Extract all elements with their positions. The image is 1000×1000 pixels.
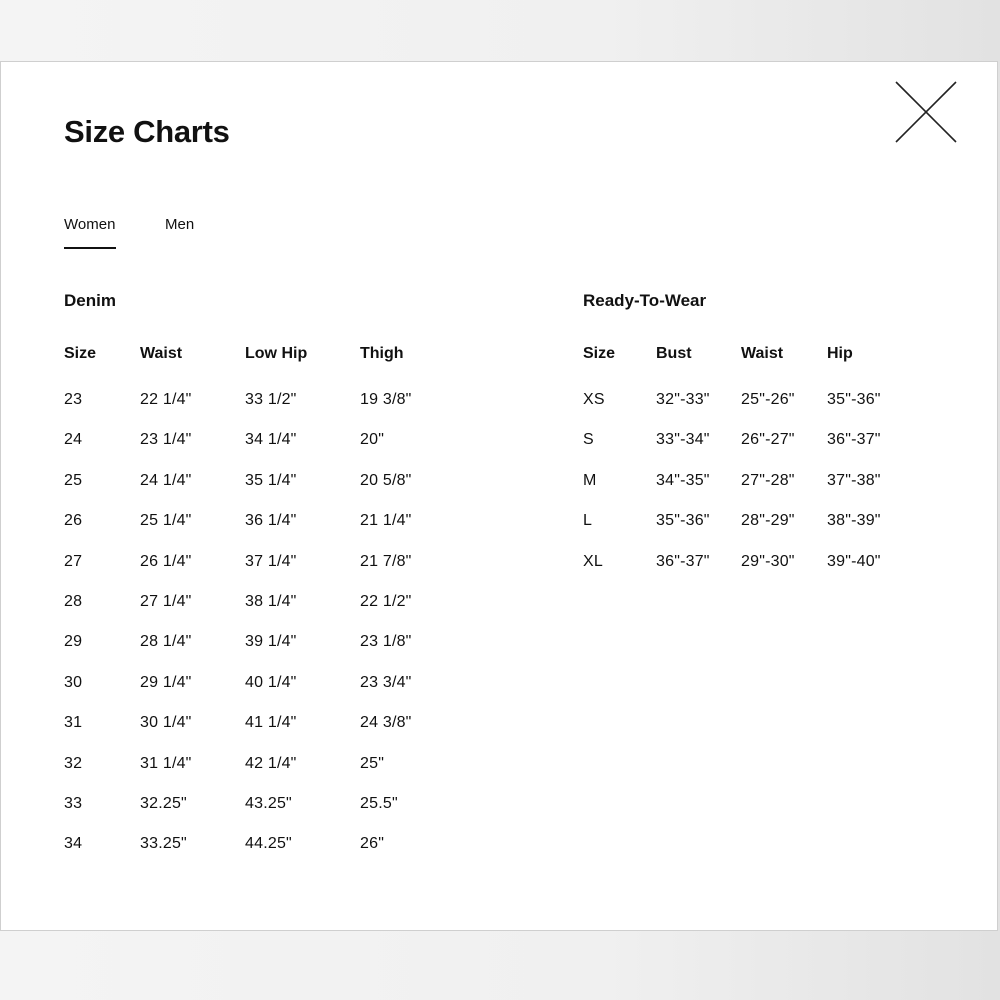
rtw-table-cell: 28"-29" — [741, 512, 795, 529]
rtw-table-cell: 39"-40" — [827, 553, 881, 570]
denim-table-cell: 24 — [64, 431, 83, 448]
rtw-table-cell: 33"-34" — [656, 431, 710, 448]
denim-table-cell: 31 — [64, 714, 83, 731]
denim-table-cell: 23 — [64, 391, 83, 408]
denim-table-cell: 36 1/4" — [245, 512, 297, 529]
denim-table-cell: 23 3/4" — [360, 674, 412, 691]
rtw-table-cell: 35"-36" — [656, 512, 710, 529]
denim-table-cell: 44.25" — [245, 835, 292, 852]
denim-table-cell: 27 1/4" — [140, 593, 192, 610]
denim-table-cell: 26 1/4" — [140, 553, 192, 570]
denim-table-cell: 40 1/4" — [245, 674, 297, 691]
tab-women[interactable]: Women — [64, 216, 116, 233]
rtw-table-cell: 29"-30" — [741, 553, 795, 570]
denim-table-cell: 19 3/8" — [360, 391, 412, 408]
denim-table-cell: 25.5" — [360, 795, 398, 812]
denim-table-cell: 42 1/4" — [245, 755, 297, 772]
rtw-table-cell: XS — [583, 391, 605, 408]
denim-table-cell: 22 1/2" — [360, 593, 412, 610]
denim-table-cell: 23 1/4" — [140, 431, 192, 448]
denim-table-cell: 33 1/2" — [245, 391, 297, 408]
rtw-table-cell: 38"-39" — [827, 512, 881, 529]
denim-table-cell: 25 1/4" — [140, 512, 192, 529]
denim-table-cell: 25 — [64, 472, 83, 489]
rtw-header-hip: Hip — [827, 345, 853, 362]
rtw-table-cell: 36"-37" — [827, 431, 881, 448]
denim-table-cell: 21 7/8" — [360, 553, 412, 570]
denim-table-cell: 26 — [64, 512, 83, 529]
denim-table-cell: 32 — [64, 755, 83, 772]
rtw-table-cell: 36"-37" — [656, 553, 710, 570]
denim-table-cell: 23 1/8" — [360, 633, 412, 650]
denim-table-cell: 32.25" — [140, 795, 187, 812]
rtw-table-cell: L — [583, 512, 593, 529]
denim-table-cell: 20" — [360, 431, 385, 448]
denim-table-cell: 38 1/4" — [245, 593, 297, 610]
modal-title: Size Charts — [64, 114, 230, 149]
denim-table-cell: 33 — [64, 795, 83, 812]
rtw-header-bust: Bust — [656, 345, 692, 362]
denim-table-cell: 30 1/4" — [140, 714, 192, 731]
denim-table-cell: 26" — [360, 835, 385, 852]
close-button[interactable] — [893, 79, 959, 145]
rtw-header-waist: Waist — [741, 345, 784, 362]
denim-section-title: Denim — [64, 291, 116, 310]
rtw-table-cell: 32"-33" — [656, 391, 710, 408]
denim-header-low-hip: Low Hip — [245, 345, 308, 362]
denim-table-cell: 28 — [64, 593, 83, 610]
rtw-table-cell: 34"-35" — [656, 472, 710, 489]
rtw-table-cell: 26"-27" — [741, 431, 795, 448]
denim-table-cell: 34 1/4" — [245, 431, 297, 448]
denim-table-cell: 43.25" — [245, 795, 292, 812]
denim-table-cell: 24 3/8" — [360, 714, 412, 731]
rtw-section-title: Ready-To-Wear — [583, 291, 707, 310]
denim-table-cell: 34 — [64, 835, 83, 852]
denim-table-cell: 27 — [64, 553, 83, 570]
denim-table-cell: 41 1/4" — [245, 714, 297, 731]
rtw-table-cell: 25"-26" — [741, 391, 795, 408]
denim-table-cell: 25" — [360, 755, 385, 772]
denim-table-cell: 29 1/4" — [140, 674, 192, 691]
rtw-table-cell: 27"-28" — [741, 472, 795, 489]
close-x-icon — [893, 79, 959, 145]
active-tab-indicator — [64, 247, 116, 249]
rtw-table-cell: 35"-36" — [827, 391, 881, 408]
denim-table-cell: 29 — [64, 633, 83, 650]
rtw-table-cell: 37"-38" — [827, 472, 881, 489]
denim-header-thigh: Thigh — [360, 345, 404, 362]
denim-table-cell: 28 1/4" — [140, 633, 192, 650]
rtw-table-cell: M — [583, 472, 597, 489]
denim-table-cell: 24 1/4" — [140, 472, 192, 489]
denim-header-size: Size — [64, 345, 97, 362]
denim-table-cell: 22 1/4" — [140, 391, 192, 408]
denim-table-cell: 20 5/8" — [360, 472, 412, 489]
rtw-table-cell: S — [583, 431, 594, 448]
denim-table-cell: 33.25" — [140, 835, 187, 852]
tab-men[interactable]: Men — [165, 216, 195, 233]
denim-header-waist: Waist — [140, 345, 183, 362]
denim-table-cell: 39 1/4" — [245, 633, 297, 650]
denim-table-cell: 30 — [64, 674, 83, 691]
denim-table-cell: 35 1/4" — [245, 472, 297, 489]
denim-table-cell: 31 1/4" — [140, 755, 192, 772]
denim-table-cell: 37 1/4" — [245, 553, 297, 570]
rtw-table-cell: XL — [583, 553, 603, 570]
rtw-header-size: Size — [583, 345, 616, 362]
denim-table-cell: 21 1/4" — [360, 512, 412, 529]
